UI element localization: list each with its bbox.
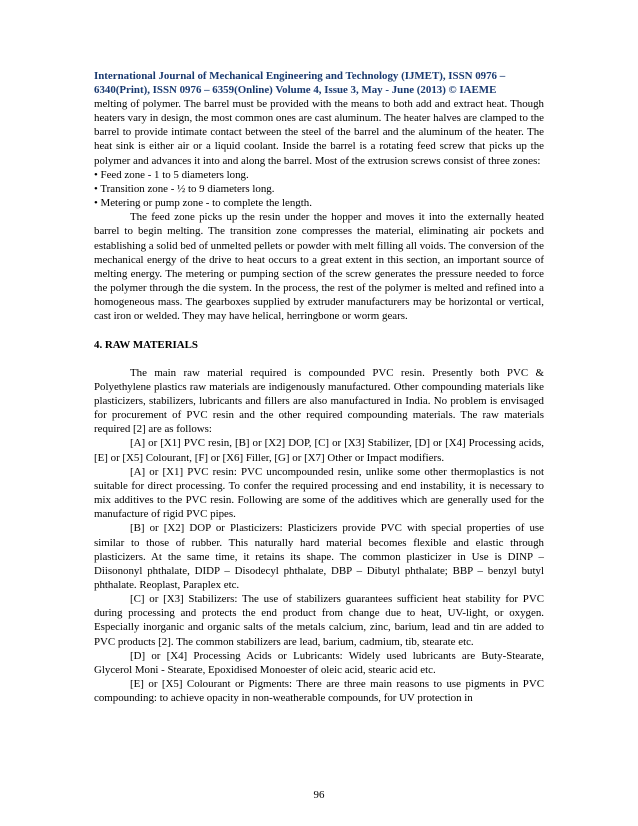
- header-line-1: International Journal of Mechanical Engineering and Technology (IJMET), ISSN 0976 –: [94, 70, 506, 82]
- paragraph-feed-zone: The feed zone picks up the resin under the hopper and moves it into the externally heated barrel to begin melting. The transition zone compresses the material, eliminating air pockets and establishing a solid bed of unmelted pellets or powder with melt filling all voids. The conversion of the mechanical energy of the drive to heat occurs to a great extent in this section, an important source of melting energy. The metering or pumping section of the screw generates the pressure needed to force the polymer through the die system. In the process, the rest of the polymer is melted and refined into a homogeneous mass. The gearboxes supplied by extruder manufacturers may be horizontal or vertical, cast iron or welded. They may have helical, herringbone or worm gears.: [94, 211, 544, 323]
- paragraph-pigments: [E] or [X5] Colourant or Pigments: There are three main reasons to use pigments in PVC compounding: to achieve opacity in non-weatherable compounds, for UV protection in: [94, 678, 544, 705]
- paragraph-raw-material-intro: The main raw material required is compounded PVC resin. Presently both PVC & Polyethylene plastics raw materials are indigenously manufactured. Other compounding materials like plasticizers, stabilizers, lubricants and fillers are also manufactured in India. No problem is envisaged for procurement of PVC resin and the other required compounding materials. The raw materials required [2] are as follows:: [94, 366, 544, 436]
- paragraph-lubricants: [D] or [X4] Processing Acids or Lubricants: Widely used lubricants are Buty-Stearate, Glycerol Moni - Stearate, Epoxidised Monoester of oleic acid, stearic acid etc.: [94, 649, 544, 676]
- paragraph-pvc-resin: [A] or [X1] PVC resin: PVC uncompounded resin, unlike some other thermoplastics is not suitable for direct processing. To confer the required processing and end instability, it is necessary to mix additives to the PVC resin. Following are some of the additives which are generally used for the manufacture of rigid PVC pipes.: [94, 465, 544, 521]
- journal-header: [94, 69, 544, 97]
- paragraph-plasticizers: [B] or [X2] DOP or Plasticizers: Plasticizers provide PVC with special properties of use similar to those of rubber. This naturally hard material becomes flexible and elastic through plasticizers. At the same time, it retains its shape. The common plasticizer in Use is DINP – Diisononyl phthalate, DIDP – Disodecyl phthalate, DBP – Dibutyl phthalate; BBP – benzyl butyl phthalate. Reoplast, Paraplex etc.: [94, 522, 544, 591]
- bullet-metering-zone: • Metering or pump zone - to complete the length.: [94, 197, 312, 210]
- paragraph-stabilizers: [C] or [X3] Stabilizers: The use of stabilizers guarantees sufficient heat stability for PVC during processing and protects the end product from change due to heat, UV-light, or oxygen. Especially inorganic and organic salts of the metals calcium, zinc, barium, lead and tin are added to PVC products [2]. The common stabilizers are lead, barium, cadmium, tib, stearate etc.: [94, 593, 544, 648]
- paragraph-raw-material-list: [A] or [X1] PVC resin, [B] or [X2] DOP, [C] or [X3] Stabilizer, [D] or [X4] Processing acids, [E] or [X5] Colourant, [F] or [X6] Filler, [G] or [X7] Other or Impact modifiers.: [94, 437, 544, 464]
- bullet-feed-zone: • Feed zone - 1 to 5 diameters long.: [94, 168, 249, 181]
- page-number: 96: [313, 789, 325, 801]
- paragraph-barrel: melting of polymer. The barrel must be provided with the means to both add and extract heat. Though heaters vary in design, the most common ones are cast aluminum. The heater halves are clamped to the barrel to provide intimate contact between the steel of the barrel and the aluminum of the heater. The heat sink is either air or a liquid coolant. Inside the barrel is a rotating feed screw that picks up the polymer and advances it into and along the barrel. Most of the extrusion screws consist of three zones:: [94, 98, 544, 167]
- bullet-transition-zone: • Transition zone - ½ to 9 diameters long.: [94, 182, 275, 195]
- header-line-2: 6340(Print), ISSN 0976 – 6359(Online) Volume 4, Issue 3, May - June (2013) © IAEME: [94, 84, 497, 96]
- section-heading-raw-materials: 4. RAW MATERIALS: [94, 338, 198, 351]
- body-text: [94, 97, 544, 705]
